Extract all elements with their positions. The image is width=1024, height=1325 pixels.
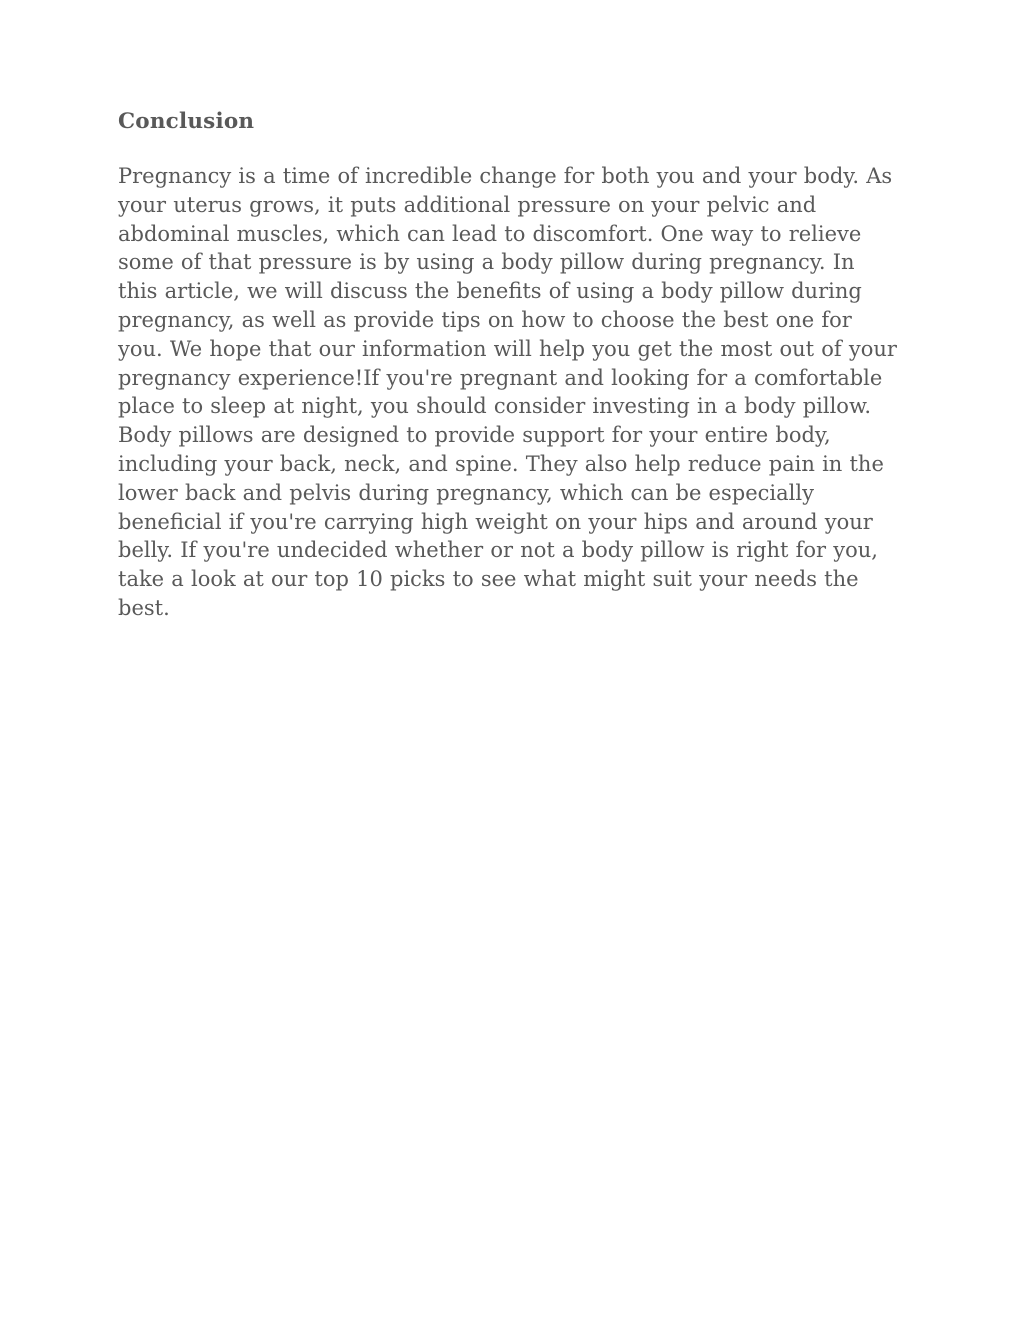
body-paragraph: Pregnancy is a time of incredible change for both you and your body. As your uterus grows, it puts additional pressure on your pelvic and abdominal muscles, which can lead to discomfort. One way to relieve some of that pressure is by using a body pillow during pregnancy. In this article, we will discuss the benefits of using a body pillow during pregnancy, as well as provide tips on how to choose the best one for you. We hope that our information will help you get the most out of your pregnancy experience!If you're pregnant and looking for a comfortable place to sleep at night, you should consider investing in a body pillow. Body pillows are designed to provide support for your entire body, including your back, neck, and spine. They also help reduce pain in the lower back and pelvis during pregnancy, which can be especially beneficial if you're carrying high weight on your hips and around your belly. If you're undecided whether or not a body pillow is right for you, take a look at our top 10 picks to see what might suit your needs the best. xyxy=(118,163,897,620)
section-heading: Conclusion xyxy=(118,109,255,134)
document-content xyxy=(118,108,900,623)
